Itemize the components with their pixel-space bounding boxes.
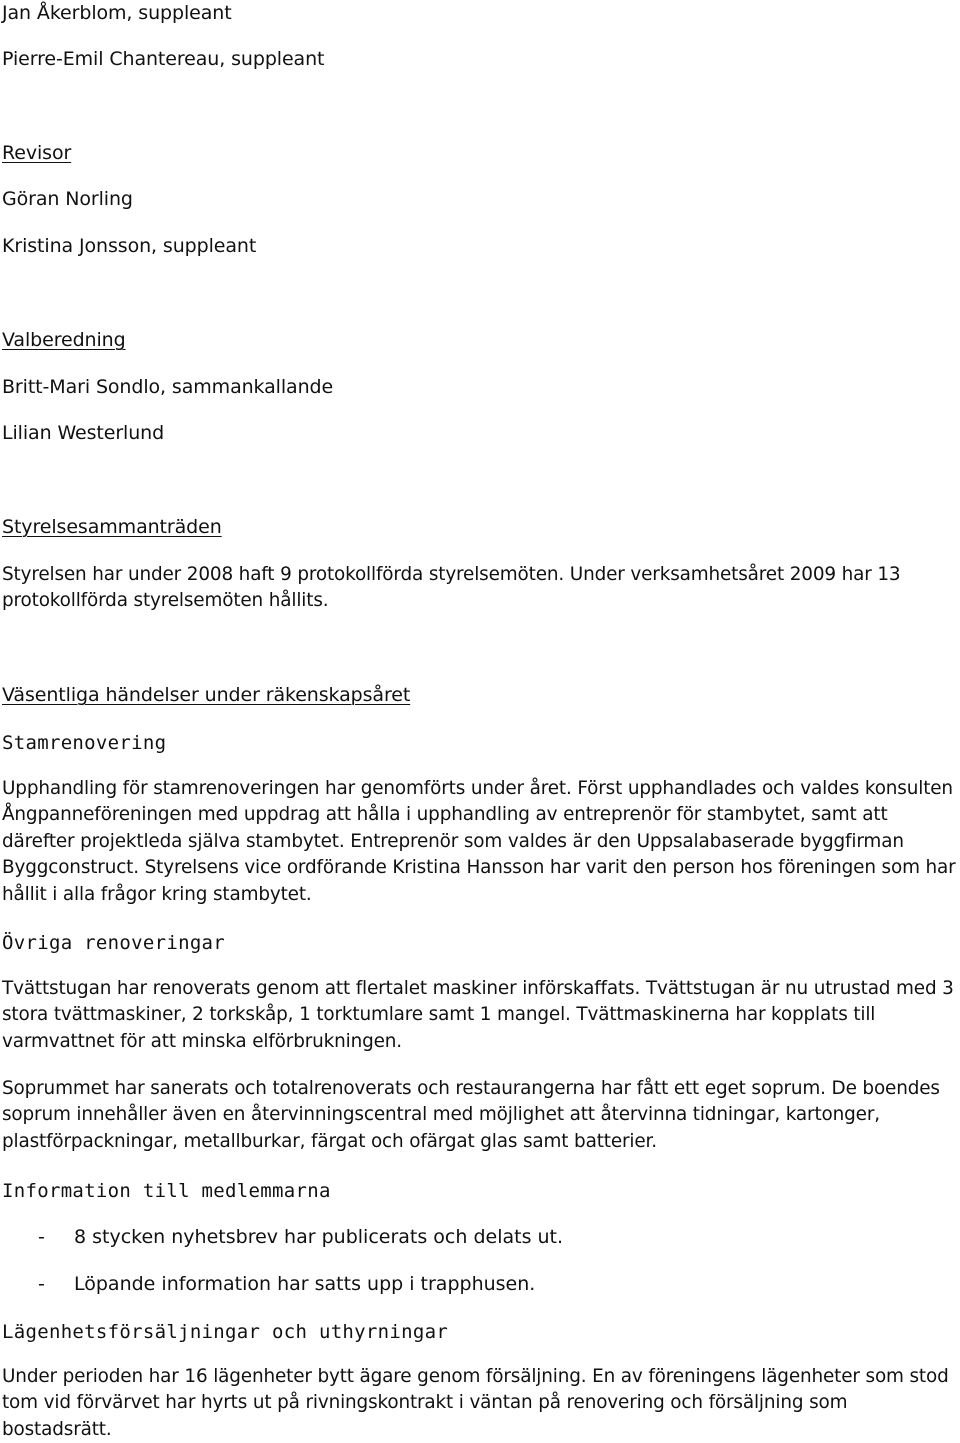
auditor-heading: Revisor	[2, 142, 72, 164]
nomination-member-2: Lilian Westerlund	[2, 422, 165, 444]
meetings-paragraph	[2, 562, 958, 615]
pipe-renovation-paragraph	[2, 776, 958, 908]
auditor-member-2: Kristina Jonsson, suppleant	[2, 235, 257, 257]
nomination-member-1: Britt-Mari Sondlo, sammankallande	[2, 376, 334, 398]
newsletter-item: 8 stycken nyhetsbrev har publicerats och delats ut.	[74, 1226, 564, 1248]
pipe-renovation-text: Upphandling för stamrenoveringen har genomförts under året. Först upphandlades och valdes konsulten Ångpanneföreningen med uppdrag att hålla i upphandling av entreprenör för stambytet, samt att därefter projektleda själva stambytet. Entreprenör som valdes är den Uppsalabaserade byggfirman Byggconstruct. Styrelsens vice ordförande Kristina Hansson har varit den person hos föreningen som har hållit i alla frågor kring stambytet.	[2, 778, 956, 905]
waste-room-text: Soprummet har sanerats och totalrenoverats och restaurangerna har fått ett eget soprum. De boendes soprum innehåller även en återvinningscentral med möjlighet att återvinna tidningar, kartonger, plastförpackningar, metallburkar, färgat och ofärgat glas samt batterier.	[2, 1078, 940, 1152]
other-renovations-heading: Övriga renoveringar	[2, 932, 226, 954]
stairwell-info-item: Löpande information har satts upp i trapphusen.	[74, 1273, 536, 1295]
apartment-sales-text: Under perioden har 16 lägenheter bytt ägare genom försäljning. En av föreningens lägenheter som stod tom vid förvärvet har hyrts ut på rivningskontrakt i väntan på renovering och försäljning som bostadsrätt.	[2, 1366, 949, 1440]
laundry-text: Tvättstugan har renoverats genom att flertalet maskiner införskaffats. Tvättstugan är nu utrustad med 3 stora tvättmaskiner, 2 torkskåp, 1 torktumlare samt 1 mangel. Tvättmaskinerna har kopplats till varmvattnet för att minska elförbrukningen.	[2, 978, 954, 1052]
bullet-dash: -	[38, 1273, 45, 1295]
waste-room-paragraph	[2, 1076, 958, 1155]
apartment-sales-heading: Lägenhetsförsäljningar och uthyrningar	[2, 1321, 449, 1343]
board-deputy-2: Pierre-Emil Chantereau, suppleant	[2, 48, 325, 70]
pipe-renovation-heading: Stamrenovering	[2, 732, 167, 754]
board-deputy-1: Jan Åkerblom, suppleant	[2, 2, 232, 24]
laundry-paragraph	[2, 976, 958, 1055]
meetings-text: Styrelsen har under 2008 haft 9 protokollförda styrelsemöten. Under verksamhetsåret 2009 har 13 protokollförda styrelsemöten hållits.	[2, 564, 901, 612]
member-info-heading: Information till medlemmarna	[2, 1180, 331, 1202]
auditor-member-1: Göran Norling	[2, 188, 133, 210]
apartment-sales-paragraph	[2, 1364, 958, 1443]
meetings-heading: Styrelsesammanträden	[2, 516, 222, 538]
bullet-dash: -	[38, 1226, 45, 1248]
nomination-heading: Valberedning	[2, 329, 126, 351]
events-heading: Väsentliga händelser under räkenskapsåret	[2, 684, 411, 706]
